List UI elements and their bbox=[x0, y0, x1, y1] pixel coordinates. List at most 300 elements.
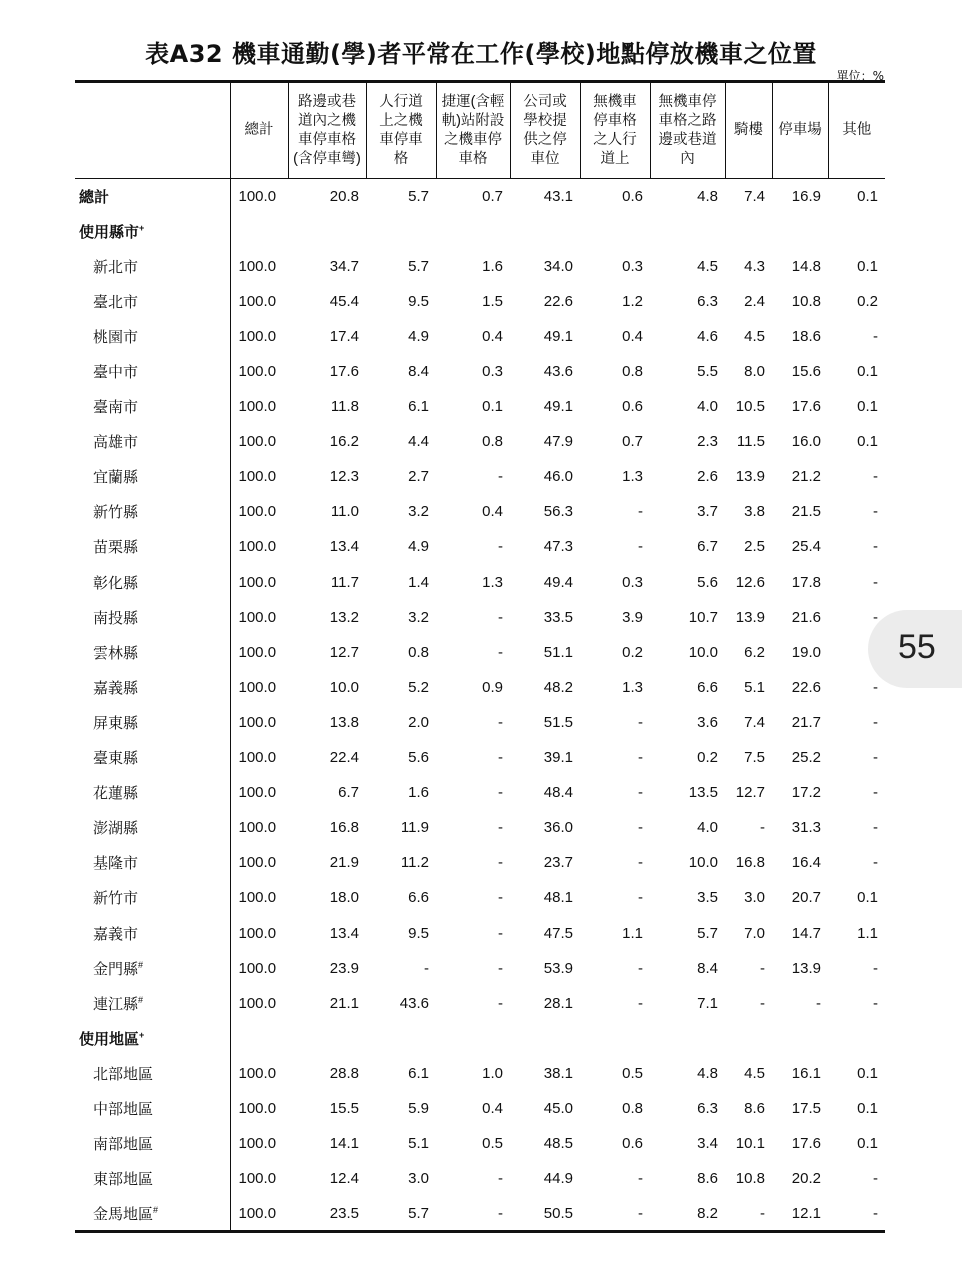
table-row bbox=[75, 459, 885, 494]
row-label-text: 新竹市 bbox=[93, 890, 139, 908]
column-header-line: 無機車 bbox=[593, 93, 637, 110]
table-cell: - bbox=[873, 994, 878, 1012]
table-cell: 0.5 bbox=[482, 1135, 503, 1153]
table-cell: 3.5 bbox=[697, 889, 718, 907]
table-row bbox=[75, 319, 885, 354]
row-label bbox=[75, 494, 230, 529]
table-cell: 3.2 bbox=[408, 503, 429, 521]
table-cell: 6.2 bbox=[744, 643, 765, 661]
table-cell: 49.4 bbox=[543, 573, 573, 591]
table-cell: 100.0 bbox=[230, 880, 288, 915]
table-cell: 23.9 bbox=[329, 959, 359, 977]
table-cell: 13.2 bbox=[329, 608, 359, 626]
table-cell: 100.0 bbox=[230, 600, 288, 635]
table-cell: 11.9 bbox=[400, 819, 429, 837]
row-label-text: 新竹縣 bbox=[93, 504, 139, 522]
table-cell: 100.0 bbox=[230, 1056, 288, 1091]
table-row bbox=[75, 1056, 885, 1091]
table-cell: 36.0 bbox=[543, 819, 573, 837]
table-cell: 17.6 bbox=[791, 398, 821, 416]
table-cell: 10.7 bbox=[688, 608, 718, 626]
table-cell bbox=[436, 1021, 510, 1056]
table-cell: 4.5 bbox=[744, 327, 765, 345]
table-cell: 1.6 bbox=[482, 257, 503, 275]
table-cell: 1.5 bbox=[482, 292, 503, 310]
row-label-text: 使用縣市 bbox=[79, 223, 140, 241]
data-table bbox=[75, 80, 885, 1233]
table-cell: 19.0 bbox=[791, 643, 821, 661]
column-header-line: 上之機 bbox=[379, 112, 423, 129]
row-label-text: 臺東縣 bbox=[93, 750, 139, 768]
row-label-text: 雲林縣 bbox=[93, 644, 139, 662]
table-cell: - bbox=[424, 959, 429, 977]
table-cell: 0.1 bbox=[857, 1099, 878, 1117]
table-cell: 0.2 bbox=[697, 749, 718, 767]
table-cell: 100.0 bbox=[230, 1196, 288, 1231]
table-cell: 34.7 bbox=[329, 257, 359, 275]
table-cell: 0.7 bbox=[622, 433, 643, 451]
table-cell: 6.6 bbox=[408, 889, 429, 907]
table-cell: 15.5 bbox=[329, 1099, 359, 1117]
table-row bbox=[75, 529, 885, 564]
table-cell: 8.6 bbox=[697, 1170, 718, 1188]
table-cell: 13.9 bbox=[735, 468, 765, 486]
table-cell: 16.1 bbox=[791, 1064, 821, 1082]
row-label-text: 連江縣 bbox=[93, 995, 139, 1013]
table-cell: - bbox=[816, 994, 821, 1012]
table-cell: 0.3 bbox=[622, 257, 643, 275]
table-cell: 6.1 bbox=[408, 1064, 429, 1082]
table-row bbox=[75, 424, 885, 459]
table-cell: - bbox=[498, 994, 503, 1012]
row-label-text: 總計 bbox=[79, 188, 110, 206]
table-cell: 100.0 bbox=[230, 915, 288, 950]
table-cell: 20.7 bbox=[791, 889, 821, 907]
row-label-text: 嘉義市 bbox=[93, 925, 139, 943]
table-cell: 44.9 bbox=[543, 1170, 573, 1188]
table-row bbox=[75, 670, 885, 705]
table-cell: 10.0 bbox=[688, 643, 718, 661]
table-cell: 100.0 bbox=[230, 845, 288, 880]
table-cell: 5.7 bbox=[408, 187, 429, 205]
row-label-text: 臺南市 bbox=[93, 399, 139, 417]
table-cell: - bbox=[873, 1170, 878, 1188]
table-cell: 0.4 bbox=[622, 327, 643, 345]
column-header-line: 車停車 bbox=[379, 131, 423, 148]
row-label bbox=[75, 670, 230, 705]
table-cell: - bbox=[873, 713, 878, 731]
column-header-line: 騎樓 bbox=[734, 122, 763, 138]
table-cell: 22.4 bbox=[329, 749, 359, 767]
table-cell: 25.2 bbox=[791, 749, 821, 767]
table-cell: 17.6 bbox=[329, 363, 359, 381]
column-header-line: 無機車停 bbox=[658, 93, 717, 110]
table-row bbox=[75, 494, 885, 529]
table-cell: 100.0 bbox=[230, 810, 288, 845]
row-label bbox=[75, 529, 230, 564]
table-cell: 0.1 bbox=[857, 257, 878, 275]
column-header bbox=[828, 82, 885, 179]
table-cell: 11.0 bbox=[330, 503, 359, 521]
table-cell: 51.5 bbox=[543, 713, 573, 731]
table-cell: - bbox=[638, 713, 643, 731]
row-label-text: 使用地區 bbox=[79, 1030, 140, 1048]
row-label-text: 高雄市 bbox=[93, 434, 139, 452]
table-cell: - bbox=[498, 538, 503, 556]
table-cell bbox=[828, 1021, 885, 1056]
column-header-line: 車停車格 bbox=[298, 131, 356, 148]
column-header-line: 路邊或巷 bbox=[298, 93, 356, 110]
table-cell: 21.7 bbox=[791, 713, 821, 731]
table-cell: 0.4 bbox=[482, 327, 503, 345]
table-cell: - bbox=[638, 994, 643, 1012]
table-cell: 100.0 bbox=[230, 284, 288, 319]
table-cell: 0.1 bbox=[857, 398, 878, 416]
table-cell: 3.2 bbox=[408, 608, 429, 626]
column-header-line: 供之停 bbox=[523, 131, 567, 148]
table-cell: 21.1 bbox=[329, 994, 359, 1012]
table-cell: 49.1 bbox=[543, 398, 573, 416]
table-cell: - bbox=[638, 959, 643, 977]
table-cell bbox=[436, 214, 510, 249]
table-cell: 1.1 bbox=[857, 924, 878, 942]
table-cell: 33.5 bbox=[543, 608, 573, 626]
table-cell: - bbox=[873, 784, 878, 802]
unit-label: 單位：% bbox=[836, 69, 884, 83]
table-cell: - bbox=[498, 643, 503, 661]
table-cell: 11.7 bbox=[330, 573, 359, 591]
table-cell bbox=[828, 214, 885, 249]
table-cell: 100.0 bbox=[230, 705, 288, 740]
row-label-text: 澎湖縣 bbox=[93, 820, 139, 838]
table-cell bbox=[772, 214, 828, 249]
row-label-text: 中部地區 bbox=[93, 1100, 154, 1118]
row-label-text: 南投縣 bbox=[93, 609, 139, 627]
table-cell: 14.7 bbox=[791, 924, 821, 942]
table-cell: 0.8 bbox=[622, 1099, 643, 1117]
table-cell bbox=[288, 214, 366, 249]
column-header-line: (含停車彎) bbox=[293, 150, 361, 167]
table-row bbox=[75, 635, 885, 670]
table-cell: 5.9 bbox=[408, 1099, 429, 1117]
table-cell: - bbox=[498, 959, 503, 977]
table-row bbox=[75, 389, 885, 424]
table-cell: 11.8 bbox=[330, 398, 359, 416]
table-cell: - bbox=[498, 608, 503, 626]
table-cell: 17.5 bbox=[791, 1099, 821, 1117]
table-cell: - bbox=[498, 889, 503, 907]
table-cell: 15.6 bbox=[791, 363, 821, 381]
row-label bbox=[75, 915, 230, 950]
table-cell: - bbox=[760, 959, 765, 977]
column-header bbox=[436, 82, 510, 179]
table-cell: 10.0 bbox=[688, 854, 718, 872]
table-cell: 6.7 bbox=[697, 538, 718, 556]
table-cell: 3.6 bbox=[697, 713, 718, 731]
table-row bbox=[75, 565, 885, 600]
table-cell: 1.3 bbox=[622, 678, 643, 696]
table-cell: 0.9 bbox=[482, 678, 503, 696]
table-cell: 4.5 bbox=[697, 257, 718, 275]
table-cell: 47.3 bbox=[543, 538, 573, 556]
table-cell: 2.0 bbox=[408, 713, 429, 731]
table-cell: 21.9 bbox=[329, 854, 359, 872]
table-cell: 16.9 bbox=[791, 187, 821, 205]
table-cell: 100.0 bbox=[230, 635, 288, 670]
table-cell: - bbox=[436, 1196, 510, 1231]
table-cell: 7.4 bbox=[744, 713, 765, 731]
table-cell: - bbox=[873, 959, 878, 977]
table-cell: - bbox=[498, 784, 503, 802]
table-row bbox=[75, 740, 885, 775]
table-cell: 4.6 bbox=[697, 327, 718, 345]
footnote-mark: + bbox=[139, 222, 145, 233]
table-cell: - bbox=[828, 1196, 885, 1231]
table-cell: 0.6 bbox=[622, 398, 643, 416]
table-cell: 8.4 bbox=[697, 959, 718, 977]
column-header-line: 車格 bbox=[458, 150, 488, 167]
table-cell: 1.3 bbox=[482, 573, 503, 591]
table-cell: 12.4 bbox=[329, 1170, 359, 1188]
column-header-line: 總計 bbox=[244, 122, 274, 138]
row-label bbox=[75, 1021, 230, 1056]
row-label-text: 金馬地區 bbox=[93, 1205, 154, 1223]
row-label-text: 金門縣 bbox=[93, 960, 139, 978]
table-body bbox=[75, 179, 885, 1232]
table-row bbox=[75, 1161, 885, 1196]
table-cell: 100.0 bbox=[230, 319, 288, 354]
table-cell: - bbox=[638, 784, 643, 802]
table-cell: 23.5 bbox=[288, 1196, 366, 1231]
column-header-line: 格 bbox=[393, 150, 409, 167]
row-label bbox=[75, 565, 230, 600]
table-cell: 0.6 bbox=[622, 1135, 643, 1153]
row-label bbox=[75, 1161, 230, 1196]
row-label bbox=[75, 880, 230, 915]
table-cell: 34.0 bbox=[543, 257, 573, 275]
table-cell: 21.6 bbox=[791, 608, 821, 626]
table-cell: 0.1 bbox=[857, 363, 878, 381]
table-cell: 2.6 bbox=[697, 468, 718, 486]
table-row bbox=[75, 775, 885, 810]
table-cell: 50.5 bbox=[510, 1196, 580, 1231]
table-cell: - bbox=[873, 538, 878, 556]
table-row bbox=[75, 880, 885, 915]
row-label bbox=[75, 1056, 230, 1091]
table-cell: 0.1 bbox=[857, 187, 878, 205]
table-cell: - bbox=[498, 924, 503, 942]
table-cell: 4.8 bbox=[697, 1064, 718, 1082]
table-cell: 2.7 bbox=[408, 468, 429, 486]
table-cell: 9.5 bbox=[408, 292, 429, 310]
table-cell: 48.2 bbox=[543, 678, 573, 696]
table-cell: 5.7 bbox=[697, 924, 718, 942]
table-cell: 4.9 bbox=[408, 327, 429, 345]
column-header bbox=[366, 82, 436, 179]
table-cell: 6.6 bbox=[697, 678, 718, 696]
row-label bbox=[75, 179, 230, 214]
row-label-text: 嘉義縣 bbox=[93, 679, 139, 697]
table-cell: 10.8 bbox=[735, 1170, 765, 1188]
row-label-text: 臺中市 bbox=[93, 364, 139, 382]
table-cell: 12.7 bbox=[735, 784, 765, 802]
row-label-text: 花蓮縣 bbox=[93, 785, 139, 803]
row-label-text: 臺北市 bbox=[93, 293, 139, 311]
table-cell: 20.8 bbox=[329, 187, 359, 205]
table-row bbox=[75, 1021, 885, 1056]
table-cell: 7.5 bbox=[744, 749, 765, 767]
table-cell: 48.5 bbox=[543, 1135, 573, 1153]
row-label bbox=[75, 214, 230, 249]
table-cell: 18.6 bbox=[791, 327, 821, 345]
table-cell: 3.0 bbox=[744, 889, 765, 907]
table-cell: 100.0 bbox=[230, 775, 288, 810]
table-cell: 17.8 bbox=[791, 573, 821, 591]
table-cell: 5.7 bbox=[366, 1196, 436, 1231]
table-cell: 1.3 bbox=[622, 468, 643, 486]
table-cell: - bbox=[873, 854, 878, 872]
table-cell: 28.8 bbox=[329, 1064, 359, 1082]
table-cell: 6.3 bbox=[697, 1099, 718, 1117]
table-cell: - bbox=[498, 713, 503, 731]
table-cell: 0.4 bbox=[482, 1099, 503, 1117]
table-header bbox=[75, 82, 885, 179]
row-label-text: 南部地區 bbox=[93, 1136, 154, 1154]
row-label bbox=[75, 1091, 230, 1126]
table-row bbox=[75, 600, 885, 635]
row-label bbox=[75, 284, 230, 319]
column-header bbox=[288, 82, 366, 179]
table-cell: 2.4 bbox=[744, 292, 765, 310]
table-cell: 17.4 bbox=[329, 327, 359, 345]
table-cell: 16.8 bbox=[329, 819, 359, 837]
row-label bbox=[75, 1196, 230, 1231]
table-cell: 16.0 bbox=[791, 433, 821, 451]
table-cell: 10.5 bbox=[735, 398, 765, 416]
table-cell: 4.9 bbox=[408, 538, 429, 556]
table-cell: 9.5 bbox=[408, 924, 429, 942]
column-header-line: 道內之機 bbox=[298, 112, 356, 129]
table-cell: - bbox=[638, 749, 643, 767]
table-cell: 3.0 bbox=[408, 1170, 429, 1188]
table-cell: 39.1 bbox=[543, 749, 573, 767]
row-label bbox=[75, 354, 230, 389]
table-cell bbox=[580, 1021, 650, 1056]
table-cell: 7.4 bbox=[744, 187, 765, 205]
table-cell: 5.6 bbox=[697, 573, 718, 591]
row-label bbox=[75, 249, 230, 284]
table-cell: 47.5 bbox=[543, 924, 573, 942]
table-cell: 13.5 bbox=[688, 784, 718, 802]
row-label-text: 新北市 bbox=[93, 258, 139, 276]
table-cell: 12.7 bbox=[329, 643, 359, 661]
table-cell: 43.6 bbox=[543, 363, 573, 381]
table-cell: - bbox=[873, 468, 878, 486]
table-cell: 21.5 bbox=[791, 503, 821, 521]
table-cell: 45.0 bbox=[543, 1099, 573, 1117]
table-cell: 25.4 bbox=[791, 538, 821, 556]
table-cell: 5.2 bbox=[408, 678, 429, 696]
table-cell: - bbox=[760, 994, 765, 1012]
table-cell: 100.0 bbox=[230, 494, 288, 529]
table-cell: 13.9 bbox=[735, 608, 765, 626]
row-label-text: 宜蘭縣 bbox=[93, 469, 139, 487]
table-cell: 100.0 bbox=[230, 529, 288, 564]
table-row bbox=[75, 284, 885, 319]
table-row bbox=[75, 214, 885, 249]
table-cell: - bbox=[498, 854, 503, 872]
page-number: 55 bbox=[898, 628, 936, 666]
table-row bbox=[75, 915, 885, 950]
table-cell: - bbox=[498, 749, 503, 767]
table-cell: 1.6 bbox=[408, 784, 429, 802]
table-cell: 5.5 bbox=[697, 363, 718, 381]
column-header-line: 邊或巷道 bbox=[658, 131, 717, 148]
table-cell: 23.7 bbox=[543, 854, 573, 872]
table-row bbox=[75, 705, 885, 740]
table-cell: 100.0 bbox=[230, 459, 288, 494]
table-cell: 7.1 bbox=[697, 994, 718, 1012]
table-cell bbox=[510, 1021, 580, 1056]
row-label-text: 彰化縣 bbox=[93, 574, 139, 592]
row-label bbox=[75, 1126, 230, 1161]
table-cell: 3.8 bbox=[744, 503, 765, 521]
table-cell: 14.1 bbox=[329, 1135, 359, 1153]
row-label-text: 東部地區 bbox=[93, 1171, 154, 1189]
table-cell: 0.3 bbox=[622, 573, 643, 591]
table-cell: 53.9 bbox=[543, 959, 573, 977]
column-header-line: 內 bbox=[680, 150, 695, 167]
header-row bbox=[75, 82, 885, 179]
table-cell: 43.6 bbox=[399, 994, 429, 1012]
table-cell: 14.8 bbox=[791, 257, 821, 275]
table-cell: 4.4 bbox=[408, 433, 429, 451]
row-label-text: 基隆市 bbox=[93, 855, 139, 873]
table-cell: - bbox=[638, 819, 643, 837]
table-cell: 49.1 bbox=[543, 327, 573, 345]
table-cell: 1.4 bbox=[408, 573, 429, 591]
table-cell: 10.0 bbox=[329, 678, 359, 696]
table-cell bbox=[650, 1021, 725, 1056]
table-cell: 45.4 bbox=[329, 292, 359, 310]
table-cell bbox=[230, 214, 288, 249]
table-cell bbox=[725, 214, 772, 249]
table-cell: 0.5 bbox=[622, 1064, 643, 1082]
column-header-line: 人行道 bbox=[379, 93, 423, 110]
table-cell: 56.3 bbox=[543, 503, 573, 521]
table-title: 表A32 機車通勤(學)者平常在工作(學校)地點停放機車之位置 bbox=[145, 40, 817, 68]
table-cell: 11.2 bbox=[400, 854, 429, 872]
table-cell: 18.0 bbox=[329, 889, 359, 907]
table-cell: - bbox=[873, 819, 878, 837]
row-label bbox=[75, 459, 230, 494]
table-cell: - bbox=[760, 819, 765, 837]
column-header-line: 其他 bbox=[842, 122, 872, 138]
table-row bbox=[75, 1126, 885, 1161]
table-cell: 2.5 bbox=[744, 538, 765, 556]
table-cell: 17.2 bbox=[791, 784, 821, 802]
table-cell: 31.3 bbox=[791, 819, 821, 837]
footnote-mark: # bbox=[153, 1204, 159, 1215]
table-cell: 6.1 bbox=[408, 398, 429, 416]
table-cell: - bbox=[638, 854, 643, 872]
table-cell: 12.6 bbox=[735, 573, 765, 591]
table-cell: 20.2 bbox=[791, 1170, 821, 1188]
table-cell: 8.2 bbox=[650, 1196, 725, 1231]
column-header-line: 停車場 bbox=[778, 122, 822, 138]
table-cell: 6.7 bbox=[338, 784, 359, 802]
table-cell: 21.2 bbox=[791, 468, 821, 486]
